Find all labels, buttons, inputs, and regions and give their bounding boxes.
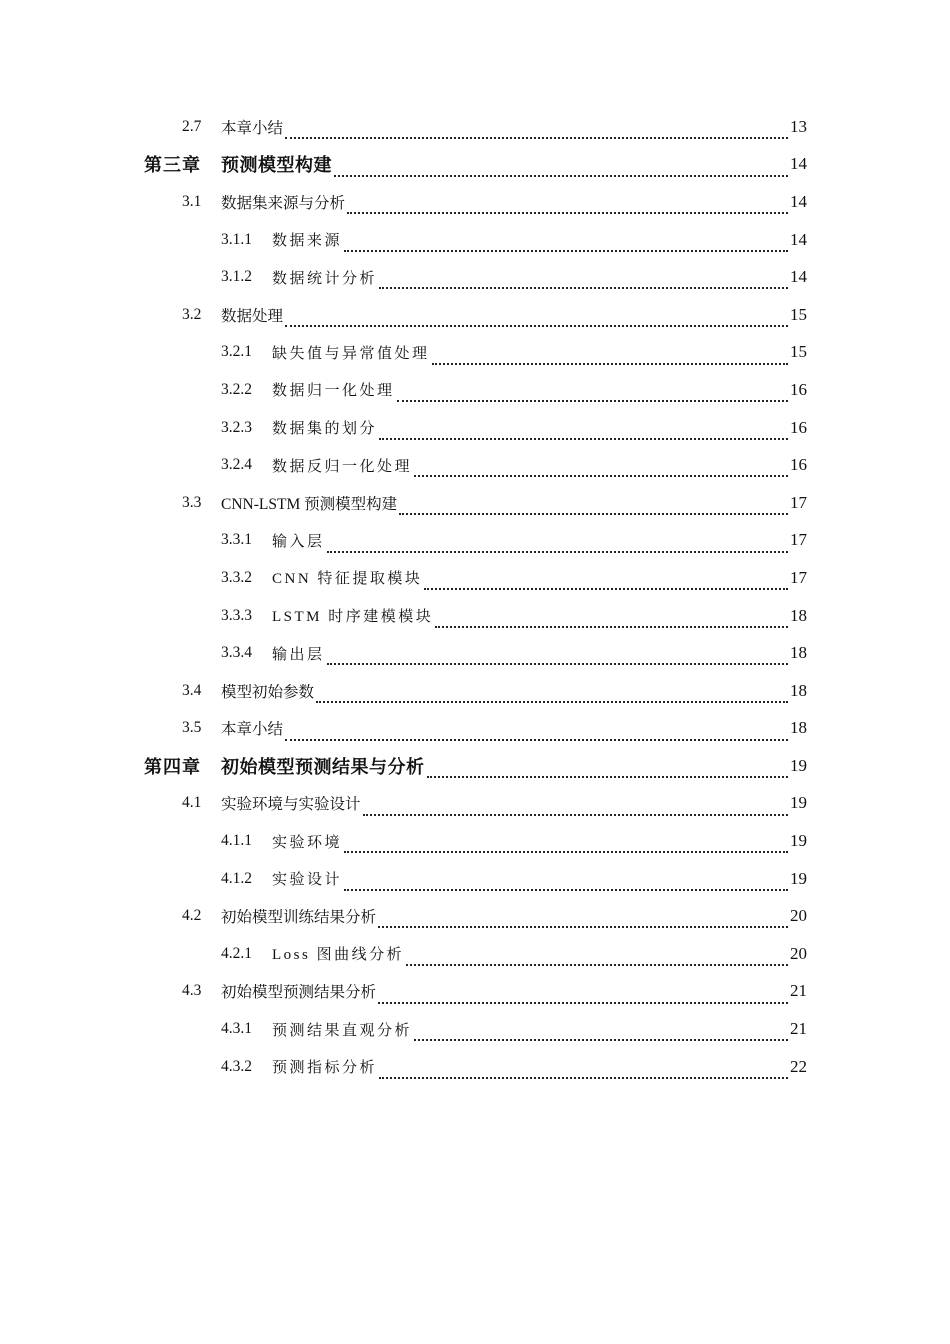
- toc-entry-title: 数据统计分析: [272, 270, 378, 287]
- toc-entry[interactable]: [0, 710, 950, 748]
- toc-leader-dots: [379, 277, 788, 289]
- toc-entry[interactable]: [0, 747, 950, 785]
- toc-entry-title: 初始模型预测结果分析: [221, 984, 377, 1002]
- toc-entry-page-number: 16: [790, 417, 807, 437]
- toc-leader-dots: [379, 428, 788, 440]
- toc-entry[interactable]: [0, 935, 950, 973]
- toc-entry-page-number: 15: [790, 304, 807, 324]
- toc-entry-number: 第四章: [144, 756, 201, 777]
- toc-leader-dots: [344, 879, 788, 891]
- toc-entry-number: 3.3.1: [221, 531, 252, 549]
- toc-entry-title: 实验环境: [272, 834, 343, 851]
- toc-entry-page-number: 20: [790, 943, 807, 963]
- toc-entry-number: 3.2.2: [221, 380, 252, 398]
- toc-entry-title: 模型初始参数: [221, 683, 315, 701]
- toc-entry[interactable]: [0, 973, 950, 1011]
- toc-entry[interactable]: [0, 1010, 950, 1048]
- toc-entry-page-number: 14: [790, 267, 807, 287]
- toc-entry-title: 预测结果直观分析: [272, 1022, 413, 1039]
- toc-entry-page-number: 18: [790, 680, 807, 700]
- toc-entry[interactable]: [0, 672, 950, 710]
- toc-leader-dots: [399, 503, 788, 515]
- toc-entry-title: 预测模型构建: [221, 155, 332, 176]
- toc-leader-dots: [344, 841, 788, 853]
- toc-entry[interactable]: [0, 183, 950, 221]
- toc-entry-page-number: 13: [790, 116, 807, 136]
- toc-entry-page-number: 18: [790, 605, 807, 625]
- toc-leader-dots: [424, 578, 788, 590]
- toc-entry-number: 4.3.1: [221, 1020, 252, 1038]
- toc-entry-page-number: 17: [790, 492, 807, 512]
- toc-leader-dots: [344, 240, 788, 252]
- toc-entry-title: 数据集的划分: [272, 421, 378, 438]
- toc-entry-number: 4.1.1: [221, 832, 252, 850]
- toc-entry-number: 3.2.4: [221, 456, 252, 474]
- toc-entry-title: LSTM 时序建模模块: [272, 609, 434, 626]
- toc-entry-title: 预测指标分析: [272, 1060, 378, 1077]
- toc-entry-page-number: 21: [790, 1019, 807, 1039]
- toc-leader-dots: [285, 729, 788, 741]
- toc-leader-dots: [435, 616, 788, 628]
- toc-entry-title: 数据来源: [272, 233, 343, 250]
- toc-entry-number: 3.1.2: [221, 268, 252, 286]
- toc-entry-number: 3.1: [182, 192, 202, 210]
- toc-leader-dots: [427, 766, 788, 778]
- toc-leader-dots: [285, 315, 788, 327]
- toc-entry-title: 缺失值与异常值处理: [272, 345, 430, 362]
- toc-leader-dots: [414, 1029, 788, 1041]
- toc-entry-title: 数据反归一化处理: [272, 458, 413, 475]
- toc-entry-number: 4.3: [182, 982, 202, 1000]
- toc-entry[interactable]: [0, 559, 950, 597]
- toc-entry[interactable]: [0, 785, 950, 823]
- toc-entry-page-number: 19: [790, 868, 807, 888]
- toc-leader-dots: [316, 691, 788, 703]
- toc-entry-page-number: 20: [790, 906, 807, 926]
- toc-entry[interactable]: [0, 371, 950, 409]
- toc-entry-title: 输出层: [272, 646, 325, 663]
- toc-entry-number: 3.2.1: [221, 343, 252, 361]
- toc-leader-dots: [347, 202, 788, 214]
- toc-entry[interactable]: [0, 522, 950, 560]
- toc-entry-number: 3.5: [182, 719, 202, 737]
- toc-entry-title: 数据处理: [221, 307, 284, 325]
- toc-entry-page-number: 15: [790, 342, 807, 362]
- toc-leader-dots: [378, 916, 788, 928]
- toc-leader-dots: [285, 127, 788, 139]
- toc-leader-dots: [432, 353, 788, 365]
- toc-entry-page-number: 14: [790, 154, 807, 174]
- toc-entry-page-number: 14: [790, 191, 807, 211]
- toc-entry[interactable]: [0, 1048, 950, 1086]
- toc-entry-page-number: 19: [790, 831, 807, 851]
- toc-leader-dots: [406, 954, 788, 966]
- toc-entry[interactable]: [0, 822, 950, 860]
- toc-entry-number: 4.1.2: [221, 869, 252, 887]
- toc-entry-number: 3.3: [182, 493, 202, 511]
- toc-entry-number: 4.2: [182, 907, 202, 925]
- toc-entry-title: 数据归一化处理: [272, 383, 395, 400]
- toc-entry-title: 实验设计: [272, 872, 343, 889]
- toc-leader-dots: [327, 653, 788, 665]
- toc-entry-title: Loss 图曲线分析: [272, 947, 405, 964]
- toc-entry-title: 输入层: [272, 533, 325, 550]
- toc-leader-dots: [334, 165, 788, 177]
- toc-entry[interactable]: [0, 334, 950, 372]
- toc-entry[interactable]: [0, 108, 950, 146]
- toc-entry-page-number: 18: [790, 643, 807, 663]
- toc-entry-number: 3.3.3: [221, 606, 252, 624]
- toc-entry-number: 3.2.3: [221, 418, 252, 436]
- toc-entry-number: 4.3.2: [221, 1057, 252, 1075]
- toc-entry-page-number: 18: [790, 718, 807, 738]
- toc-entry-page-number: 22: [790, 1056, 807, 1076]
- toc-entry[interactable]: [0, 897, 950, 935]
- toc-entry-number: 3.2: [182, 305, 202, 323]
- toc-entry-title: CNN 特征提取模块: [272, 571, 423, 588]
- toc-entry-page-number: 14: [790, 229, 807, 249]
- toc-entry-title: CNN-LSTM 预测模型构建: [221, 495, 398, 513]
- toc-entry[interactable]: [0, 146, 950, 184]
- toc-entry-title: 数据集来源与分析: [221, 194, 346, 212]
- toc-entry-number: 3.3.4: [221, 644, 252, 662]
- toc-entry-number: 第三章: [144, 155, 201, 176]
- toc-entry[interactable]: [0, 409, 950, 447]
- toc-entry-title: 初始模型预测结果与分析: [221, 756, 425, 777]
- toc-entry[interactable]: [0, 296, 950, 334]
- toc-entry-number: 2.7: [182, 117, 202, 135]
- toc-entry[interactable]: [0, 860, 950, 898]
- toc-entry-page-number: 19: [790, 755, 807, 775]
- toc-entry-page-number: 17: [790, 530, 807, 550]
- toc-entry-title: 实验环境与实验设计: [221, 796, 361, 814]
- table-of-contents: [0, 108, 950, 1085]
- toc-entry-number: 3.1.1: [221, 230, 252, 248]
- toc-entry-page-number: 21: [790, 981, 807, 1001]
- toc-leader-dots: [379, 1067, 788, 1079]
- toc-entry[interactable]: [0, 446, 950, 484]
- toc-entry[interactable]: [0, 484, 950, 522]
- toc-entry-title: 初始模型训练结果分析: [221, 909, 377, 927]
- toc-leader-dots: [378, 992, 788, 1004]
- toc-entry-number: 3.4: [182, 681, 202, 699]
- toc-entry-page-number: 16: [790, 455, 807, 475]
- toc-leader-dots: [414, 465, 788, 477]
- toc-leader-dots: [397, 390, 788, 402]
- toc-entry-title: 本章小结: [221, 721, 284, 739]
- toc-entry-number: 4.1: [182, 794, 202, 812]
- toc-entry-page-number: 16: [790, 379, 807, 399]
- toc-entry[interactable]: [0, 221, 950, 259]
- toc-entry-page-number: 17: [790, 567, 807, 587]
- toc-entry-title: 本章小结: [221, 119, 284, 137]
- toc-entry-page-number: 19: [790, 793, 807, 813]
- toc-entry[interactable]: [0, 634, 950, 672]
- toc-entry[interactable]: [0, 597, 950, 635]
- toc-leader-dots: [363, 804, 788, 816]
- toc-entry-number: 4.2.1: [221, 944, 252, 962]
- toc-entry[interactable]: [0, 258, 950, 296]
- toc-entry-number: 3.3.2: [221, 568, 252, 586]
- toc-leader-dots: [327, 541, 788, 553]
